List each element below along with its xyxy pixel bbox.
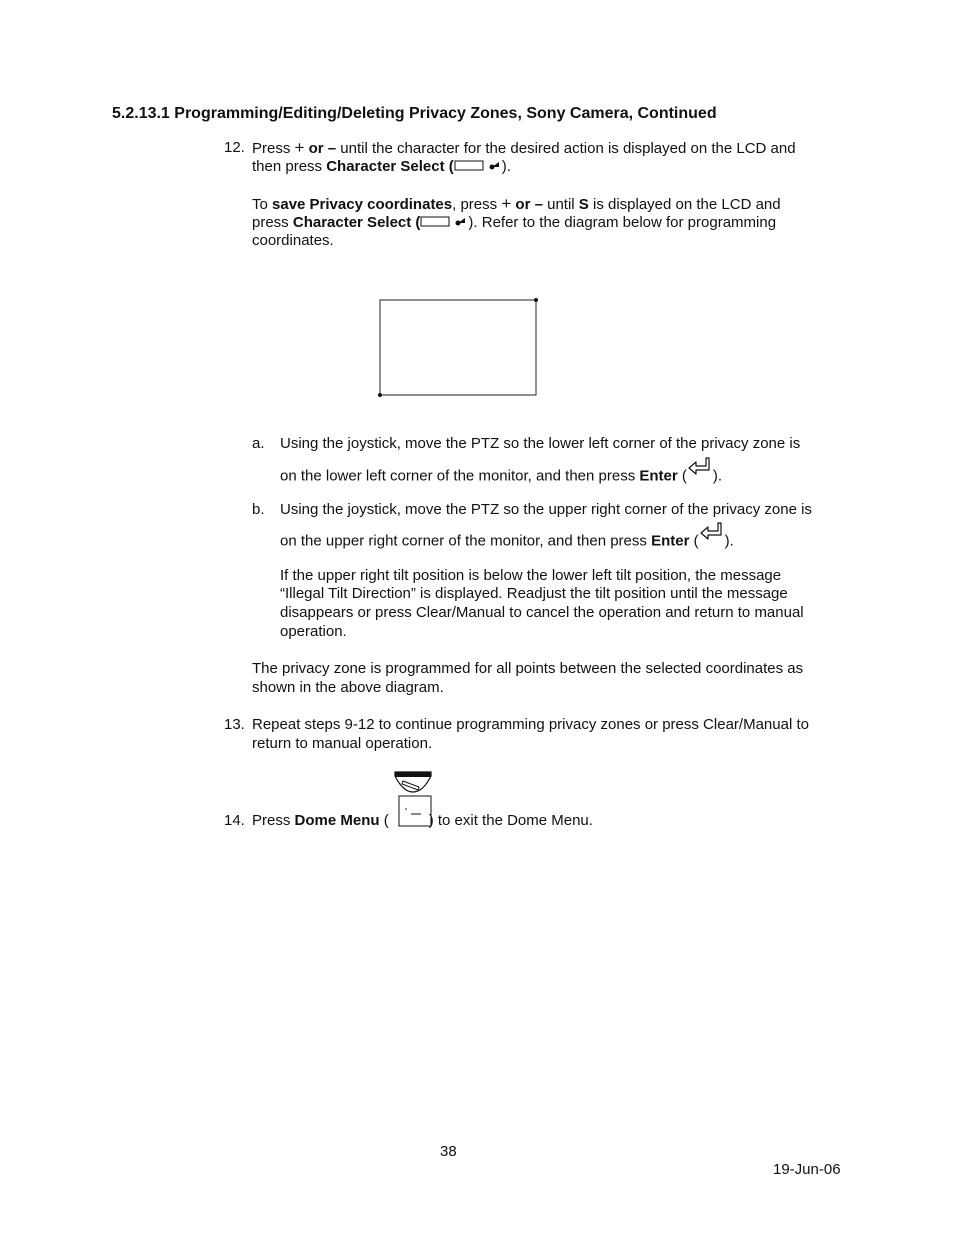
step-12-save-line-1: To save Privacy coordinates, press + or – until S is displayed on the LCD and: [252, 194, 781, 213]
sub-step-b-letter: b.: [252, 501, 265, 518]
privacy-zone-diagram: [378, 297, 542, 403]
lower-left-corner-point: [378, 393, 382, 397]
sub-step-b-line-1: Using the joystick, move the PTZ so the upper right corner of the privacy zone is: [280, 501, 812, 518]
step-12-number: 12.: [224, 139, 245, 156]
step-12-line-1: Press + or – until the character for the desired action is displayed on the LCD and: [252, 138, 796, 157]
section-heading: 5.2.13.1 Programming/Editing/Deleting Privacy Zones, Sony Camera, Continued: [112, 105, 717, 122]
sub-step-b-note-line-3: disappears or press Clear/Manual to cancel the operation and return to manual: [280, 604, 804, 621]
page-number: 38: [440, 1143, 457, 1160]
character-select-icon: [454, 158, 502, 177]
sub-step-b-line-2: on the upper right corner of the monitor, and then press Enter ( ).: [280, 527, 734, 556]
step-13-line-2: return to manual operation.: [252, 735, 433, 752]
sub-step-a-line-2: on the lower left corner of the monitor, and then press Enter ( ).: [280, 462, 722, 491]
step-13-number: 13.: [224, 716, 245, 733]
privacy-note-line-2: shown in the above diagram.: [252, 679, 444, 696]
step-13-line-1: Repeat steps 9-12 to continue programming privacy zones or press Clear/Manual to: [252, 716, 809, 733]
footer-date: 19-Jun-06: [773, 1161, 841, 1178]
step-12-save-line-2: press Character Select ( ). Refer to the diagram below for programming: [252, 214, 777, 231]
sub-step-a-letter: a.: [252, 435, 265, 452]
step-12-line-2: then press Character Select ( ).: [252, 158, 511, 175]
privacy-note-line-1: The privacy zone is programmed for all points between the selected coordinates as: [252, 660, 804, 677]
sub-step-b-note-line-1: If the upper right tilt position is below the lower left tilt position, the message: [280, 567, 782, 584]
step-14-line: Press Dome Menu ( ) to exit the Dome Menu.: [252, 812, 593, 829]
sub-step-a-line-1: Using the joystick, move the PTZ so the lower left corner of the privacy zone is: [280, 435, 801, 452]
enter-key-icon: [687, 456, 713, 485]
privacy-zone-rectangle: [380, 300, 536, 395]
sub-step-b-note-line-2: “Illegal Tilt Direction” is displayed. Readjust the tilt position until the message: [280, 585, 788, 602]
step-14-number: 14.: [224, 812, 245, 829]
sub-step-b-note-line-4: operation.: [280, 623, 347, 640]
upper-right-corner-point: [534, 298, 538, 302]
step-12-save-line-3: coordinates.: [252, 232, 334, 249]
character-select-icon: [420, 214, 468, 233]
enter-key-icon: [699, 521, 725, 550]
